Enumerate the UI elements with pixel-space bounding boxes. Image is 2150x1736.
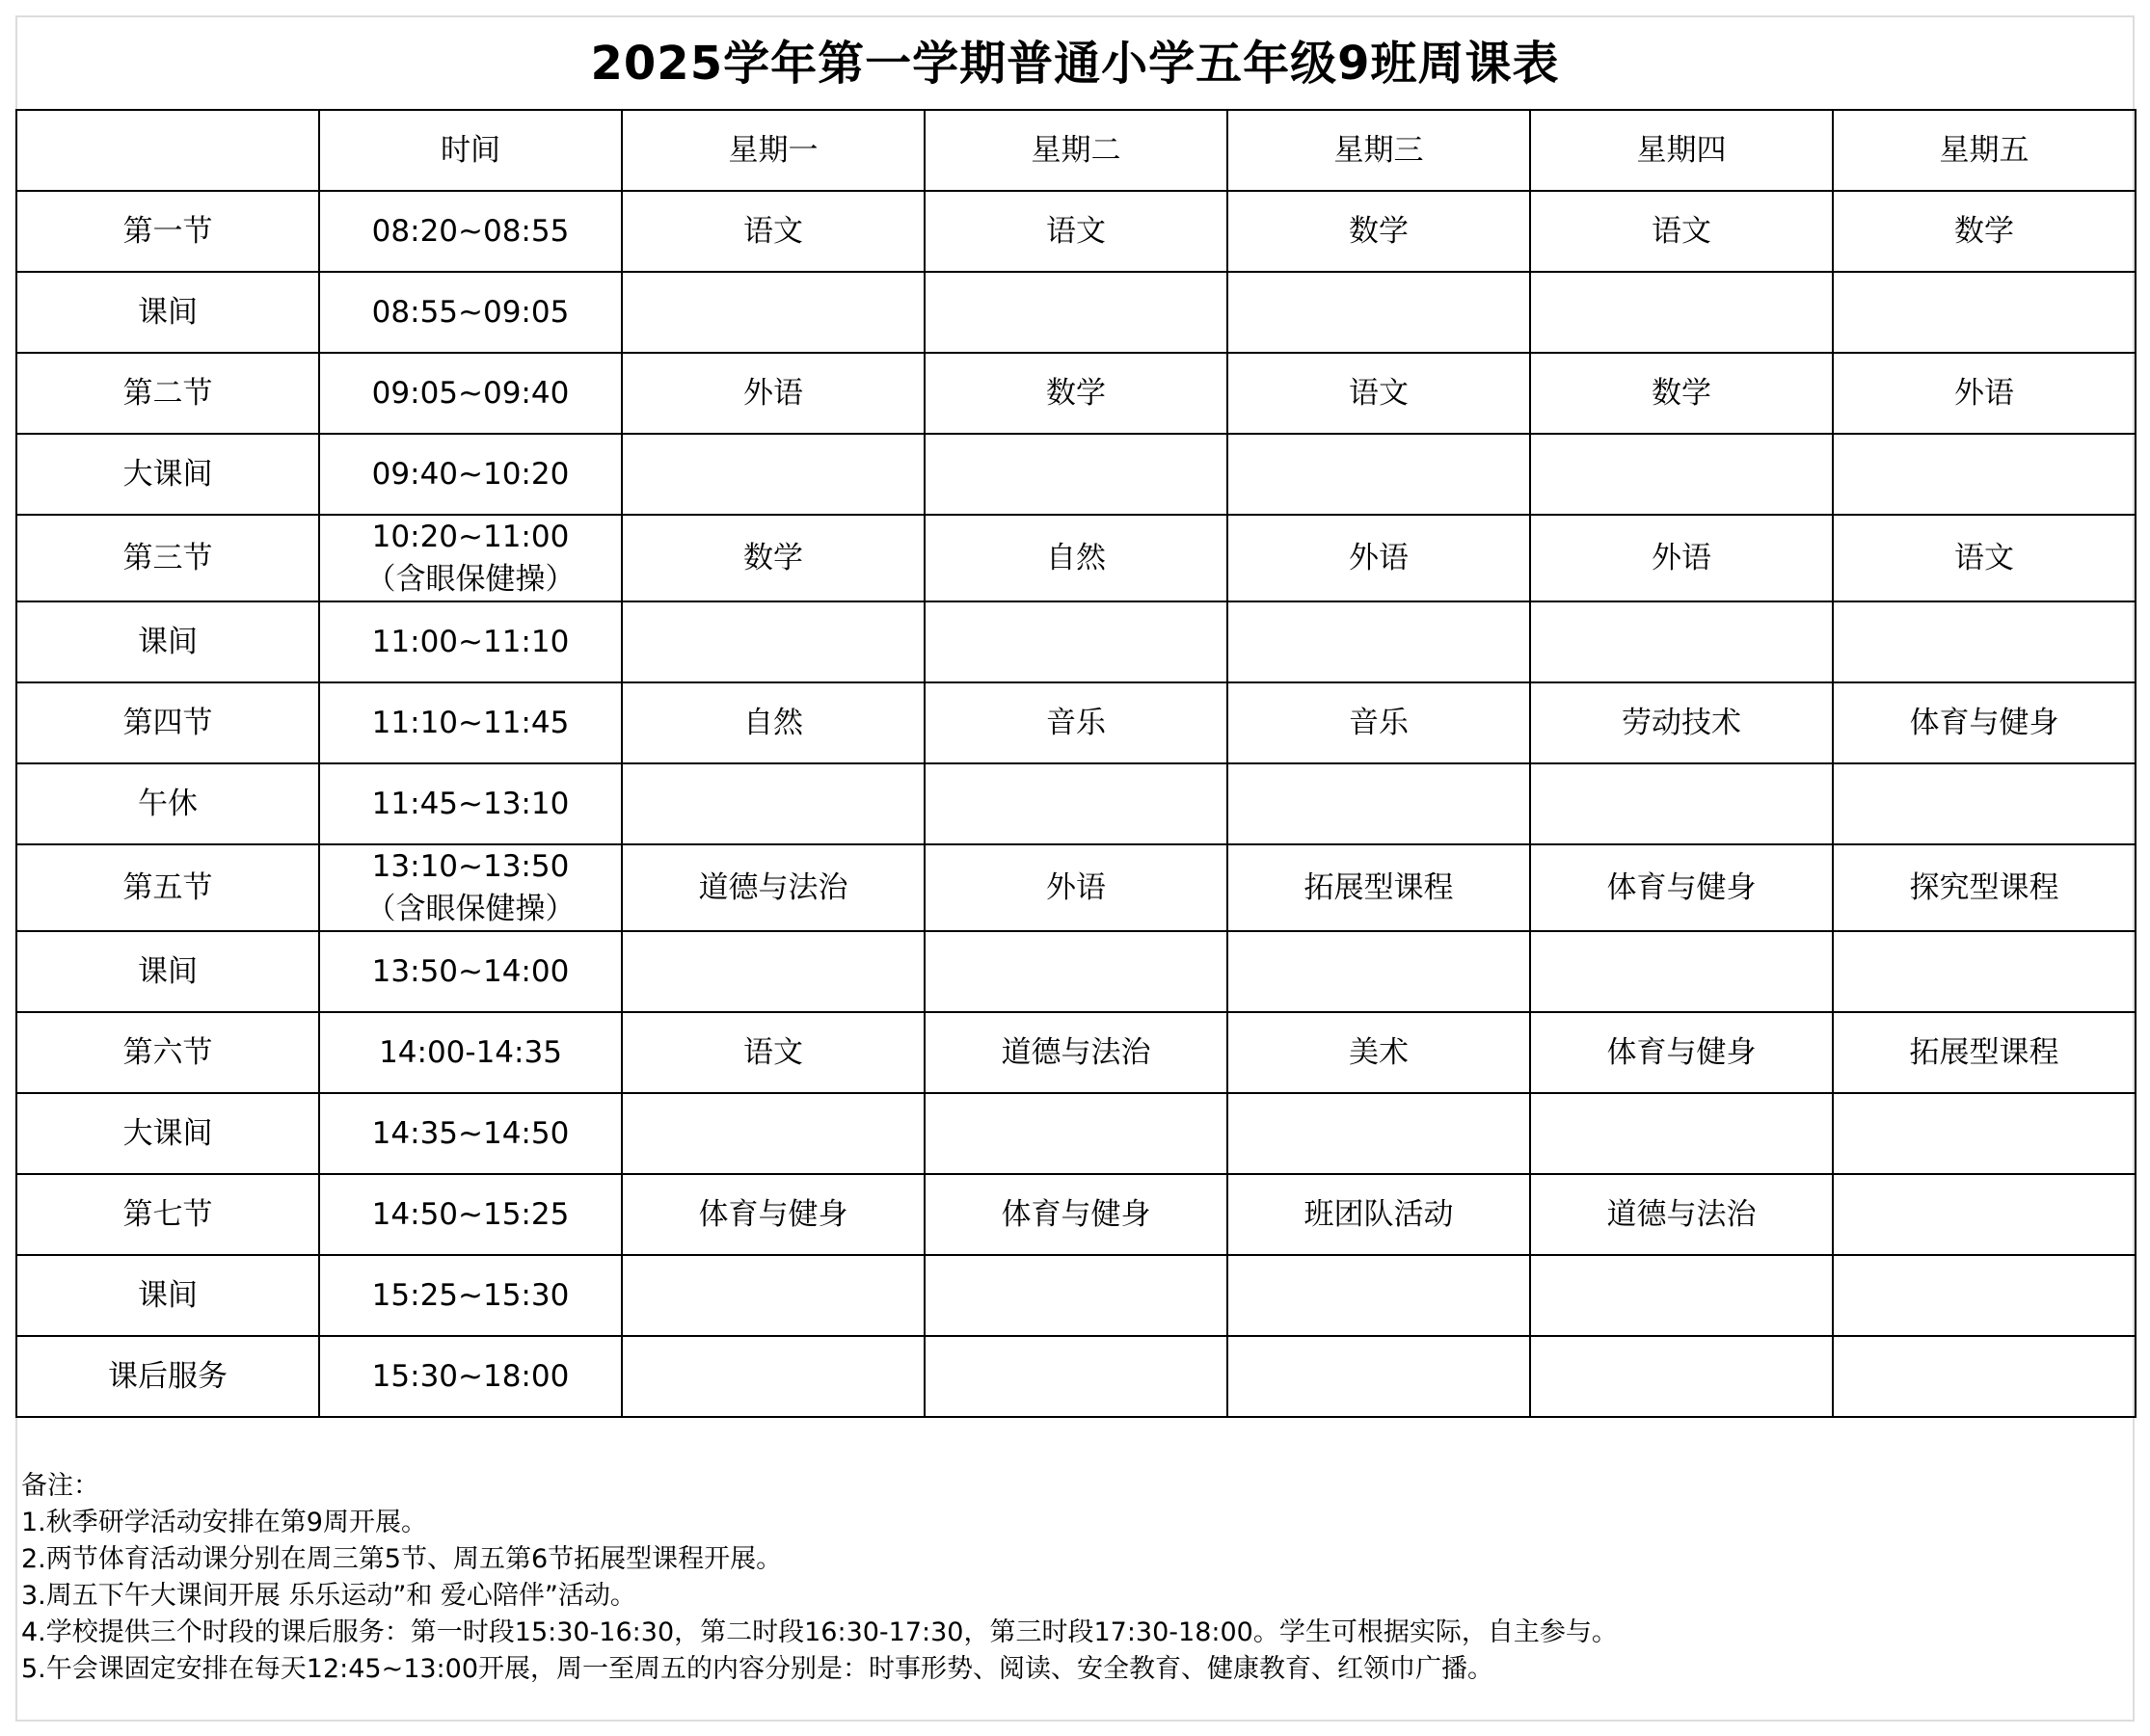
subject-cell-tuesday[interactable] bbox=[925, 601, 1227, 682]
table-row bbox=[16, 1174, 2136, 1255]
header-row bbox=[16, 110, 2136, 191]
time-range: 15:30~18:00 bbox=[371, 1359, 570, 1394]
notes-section bbox=[21, 1468, 2123, 1688]
time-range: 11:10~11:45 bbox=[371, 706, 570, 740]
subject-cell-tuesday[interactable]: 外语 bbox=[925, 844, 1227, 931]
subject-cell-wednesday[interactable] bbox=[1227, 763, 1530, 844]
table-row bbox=[16, 353, 2136, 434]
subject-cell-wednesday[interactable]: 语文 bbox=[1227, 353, 1530, 434]
subject-cell-monday[interactable]: 自然 bbox=[622, 682, 925, 763]
header-day-monday[interactable]: 星期一 bbox=[622, 110, 925, 191]
subject-cell-tuesday[interactable]: 道德与法治 bbox=[925, 1012, 1227, 1093]
subject-cell-wednesday[interactable] bbox=[1227, 272, 1530, 353]
subject-cell-wednesday[interactable]: 美术 bbox=[1227, 1012, 1530, 1093]
period-cell[interactable]: 课间 bbox=[16, 272, 319, 353]
subject-cell-wednesday[interactable] bbox=[1227, 1093, 1530, 1174]
subject-cell-tuesday[interactable] bbox=[925, 931, 1227, 1012]
period-cell[interactable]: 课间 bbox=[16, 1255, 319, 1336]
header-day-wednesday[interactable]: 星期三 bbox=[1227, 110, 1530, 191]
time-note: （含眼保健操） bbox=[365, 562, 576, 597]
time-range: 08:55~09:05 bbox=[371, 295, 570, 330]
time-cell[interactable] bbox=[319, 763, 622, 844]
subject-cell-friday[interactable]: 语文 bbox=[1833, 515, 2136, 601]
time-cell[interactable] bbox=[319, 191, 622, 272]
subject-cell-tuesday[interactable]: 自然 bbox=[925, 515, 1227, 601]
time-range: 10:20~11:00 bbox=[371, 520, 570, 554]
subject-cell-wednesday[interactable]: 外语 bbox=[1227, 515, 1530, 601]
header-day-tuesday[interactable]: 星期二 bbox=[925, 110, 1227, 191]
subject-cell-friday[interactable] bbox=[1833, 601, 2136, 682]
period-cell[interactable]: 第七节 bbox=[16, 1174, 319, 1255]
subject-cell-monday[interactable] bbox=[622, 434, 925, 515]
time-cell[interactable] bbox=[319, 1336, 622, 1417]
time-range: 13:10~13:50 bbox=[371, 849, 570, 884]
subject-cell-thursday[interactable] bbox=[1530, 1255, 1833, 1336]
time-cell[interactable] bbox=[319, 353, 622, 434]
subject-cell-tuesday[interactable] bbox=[925, 1336, 1227, 1417]
time-cell[interactable] bbox=[319, 1255, 622, 1336]
subject-cell-tuesday[interactable] bbox=[925, 763, 1227, 844]
subject-cell-tuesday[interactable] bbox=[925, 434, 1227, 515]
period-cell[interactable]: 第五节 bbox=[16, 844, 319, 931]
time-cell[interactable] bbox=[319, 434, 622, 515]
period-cell[interactable]: 第一节 bbox=[16, 191, 319, 272]
subject-cell-wednesday[interactable] bbox=[1227, 601, 1530, 682]
table-row bbox=[16, 1012, 2136, 1093]
table-row bbox=[16, 601, 2136, 682]
subject-cell-wednesday[interactable]: 班团队活动 bbox=[1227, 1174, 1530, 1255]
table-row bbox=[16, 434, 2136, 515]
notes-heading: 备注： bbox=[21, 1471, 99, 1501]
period-cell[interactable]: 第四节 bbox=[16, 682, 319, 763]
subject-cell-friday[interactable] bbox=[1833, 931, 2136, 1012]
note-item: 5.午会课固定安排在每天12:45~13:00开展，周一至周五的内容分别是：时事形势、阅读、安全教育、健康教育、红领巾广播。 bbox=[21, 1654, 1494, 1684]
subject-cell-monday[interactable]: 外语 bbox=[622, 353, 925, 434]
subject-cell-thursday[interactable]: 语文 bbox=[1530, 191, 1833, 272]
time-cell[interactable] bbox=[319, 515, 622, 601]
period-cell[interactable]: 课间 bbox=[16, 601, 319, 682]
period-cell[interactable]: 大课间 bbox=[16, 434, 319, 515]
table-row bbox=[16, 682, 2136, 763]
subject-cell-monday[interactable] bbox=[622, 1255, 925, 1336]
subject-cell-thursday[interactable] bbox=[1530, 601, 1833, 682]
subject-cell-thursday[interactable] bbox=[1530, 1336, 1833, 1417]
period-cell[interactable]: 第三节 bbox=[16, 515, 319, 601]
subject-cell-monday[interactable]: 数学 bbox=[622, 515, 925, 601]
table-row bbox=[16, 272, 2136, 353]
subject-cell-wednesday[interactable] bbox=[1227, 1255, 1530, 1336]
table-row bbox=[16, 515, 2136, 601]
table-row bbox=[16, 1093, 2136, 1174]
time-range: 11:45~13:10 bbox=[371, 787, 570, 821]
subject-cell-tuesday[interactable] bbox=[925, 1093, 1227, 1174]
subject-cell-thursday[interactable] bbox=[1530, 763, 1833, 844]
subject-cell-monday[interactable]: 道德与法治 bbox=[622, 844, 925, 931]
subject-cell-wednesday[interactable]: 音乐 bbox=[1227, 682, 1530, 763]
subject-cell-thursday[interactable]: 体育与健身 bbox=[1530, 1012, 1833, 1093]
note-item: 1.秋季研学活动安排在第9周开展。 bbox=[21, 1508, 427, 1537]
subject-cell-wednesday[interactable] bbox=[1227, 931, 1530, 1012]
period-cell[interactable]: 大课间 bbox=[16, 1093, 319, 1174]
subject-cell-monday[interactable] bbox=[622, 601, 925, 682]
subject-cell-tuesday[interactable]: 音乐 bbox=[925, 682, 1227, 763]
subject-cell-friday[interactable]: 数学 bbox=[1833, 191, 2136, 272]
time-range: 14:35~14:50 bbox=[371, 1116, 570, 1151]
time-cell[interactable] bbox=[319, 1093, 622, 1174]
subject-cell-friday[interactable] bbox=[1833, 763, 2136, 844]
time-range: 14:00-14:35 bbox=[379, 1035, 562, 1070]
time-cell[interactable] bbox=[319, 682, 622, 763]
header-time-cell[interactable]: 时间 bbox=[319, 110, 622, 191]
subject-cell-tuesday[interactable]: 数学 bbox=[925, 353, 1227, 434]
subject-cell-thursday[interactable]: 体育与健身 bbox=[1530, 844, 1833, 931]
note-item: 3.周五下午大课间开展 乐乐运动”和 爱心陪伴”活动。 bbox=[21, 1581, 636, 1611]
time-range: 14:50~15:25 bbox=[371, 1197, 570, 1232]
table-row bbox=[16, 191, 2136, 272]
subject-cell-monday[interactable] bbox=[622, 272, 925, 353]
time-cell[interactable] bbox=[319, 601, 622, 682]
period-cell[interactable]: 午休 bbox=[16, 763, 319, 844]
period-cell[interactable]: 第六节 bbox=[16, 1012, 319, 1093]
subject-cell-tuesday[interactable]: 语文 bbox=[925, 191, 1227, 272]
subject-cell-friday[interactable] bbox=[1833, 272, 2136, 353]
subject-cell-monday[interactable] bbox=[622, 931, 925, 1012]
subject-cell-thursday[interactable]: 外语 bbox=[1530, 515, 1833, 601]
time-range: 11:00~11:10 bbox=[371, 625, 570, 659]
timetable bbox=[15, 109, 2137, 1418]
subject-cell-wednesday[interactable] bbox=[1227, 1336, 1530, 1417]
time-cell[interactable] bbox=[319, 272, 622, 353]
subject-cell-monday[interactable] bbox=[622, 1336, 925, 1417]
period-cell[interactable]: 第二节 bbox=[16, 353, 319, 434]
note-item: 4.学校提供三个时段的课后服务：第一时段15:30-16:30，第二时段16:30-17:30，第三时段17:30-18:00。学生可根据实际，自主参与。 bbox=[21, 1617, 1618, 1647]
subject-cell-tuesday[interactable] bbox=[925, 1255, 1227, 1336]
table-row bbox=[16, 763, 2136, 844]
note-item: 2.两节体育活动课分别在周三第5节、周五第6节拓展型课程开展。 bbox=[21, 1544, 783, 1574]
time-cell[interactable] bbox=[319, 1174, 622, 1255]
subject-cell-friday[interactable]: 外语 bbox=[1833, 353, 2136, 434]
table-row bbox=[16, 931, 2136, 1012]
subject-cell-thursday[interactable] bbox=[1530, 931, 1833, 1012]
time-note: （含眼保健操） bbox=[365, 892, 576, 926]
subject-cell-friday[interactable] bbox=[1833, 1093, 2136, 1174]
subject-cell-tuesday[interactable]: 体育与健身 bbox=[925, 1174, 1227, 1255]
subject-cell-friday[interactable] bbox=[1833, 1174, 2136, 1255]
page-title: 2025学年第一学期普通小学五年级9班周课表 bbox=[590, 37, 1560, 91]
subject-cell-friday[interactable] bbox=[1833, 434, 2136, 515]
header-day-thursday[interactable]: 星期四 bbox=[1530, 110, 1833, 191]
subject-cell-friday[interactable]: 探究型课程 bbox=[1833, 844, 2136, 931]
subject-cell-wednesday[interactable]: 拓展型课程 bbox=[1227, 844, 1530, 931]
time-range: 13:50~14:00 bbox=[371, 954, 570, 989]
table-row bbox=[16, 1336, 2136, 1417]
subject-cell-thursday[interactable] bbox=[1530, 1093, 1833, 1174]
subject-cell-tuesday[interactable] bbox=[925, 272, 1227, 353]
time-cell[interactable] bbox=[319, 931, 622, 1012]
header-day-friday[interactable]: 星期五 bbox=[1833, 110, 2136, 191]
time-cell[interactable] bbox=[319, 1012, 622, 1093]
subject-cell-monday[interactable] bbox=[622, 763, 925, 844]
subject-cell-friday[interactable] bbox=[1833, 1336, 2136, 1417]
header-period-cell[interactable] bbox=[16, 110, 319, 191]
subject-cell-monday[interactable] bbox=[622, 1093, 925, 1174]
subject-cell-thursday[interactable]: 道德与法治 bbox=[1530, 1174, 1833, 1255]
time-range: 08:20~08:55 bbox=[371, 214, 570, 249]
subject-cell-friday[interactable]: 体育与健身 bbox=[1833, 682, 2136, 763]
subject-cell-thursday[interactable] bbox=[1530, 434, 1833, 515]
subject-cell-friday[interactable] bbox=[1833, 1255, 2136, 1336]
subject-cell-monday[interactable]: 体育与健身 bbox=[622, 1174, 925, 1255]
time-range: 09:40~10:20 bbox=[371, 457, 570, 492]
table-row bbox=[16, 1255, 2136, 1336]
subject-cell-monday[interactable]: 语文 bbox=[622, 191, 925, 272]
period-cell[interactable]: 课后服务 bbox=[16, 1336, 319, 1417]
table-row bbox=[16, 844, 2136, 931]
subject-cell-friday[interactable]: 拓展型课程 bbox=[1833, 1012, 2136, 1093]
time-cell[interactable] bbox=[319, 844, 622, 931]
subject-cell-thursday[interactable]: 数学 bbox=[1530, 353, 1833, 434]
subject-cell-monday[interactable]: 语文 bbox=[622, 1012, 925, 1093]
period-cell[interactable]: 课间 bbox=[16, 931, 319, 1012]
subject-cell-wednesday[interactable] bbox=[1227, 434, 1530, 515]
time-range: 15:25~15:30 bbox=[371, 1278, 570, 1313]
time-range: 09:05~09:40 bbox=[371, 376, 570, 411]
subject-cell-thursday[interactable] bbox=[1530, 272, 1833, 353]
subject-cell-wednesday[interactable]: 数学 bbox=[1227, 191, 1530, 272]
subject-cell-thursday[interactable]: 劳动技术 bbox=[1530, 682, 1833, 763]
